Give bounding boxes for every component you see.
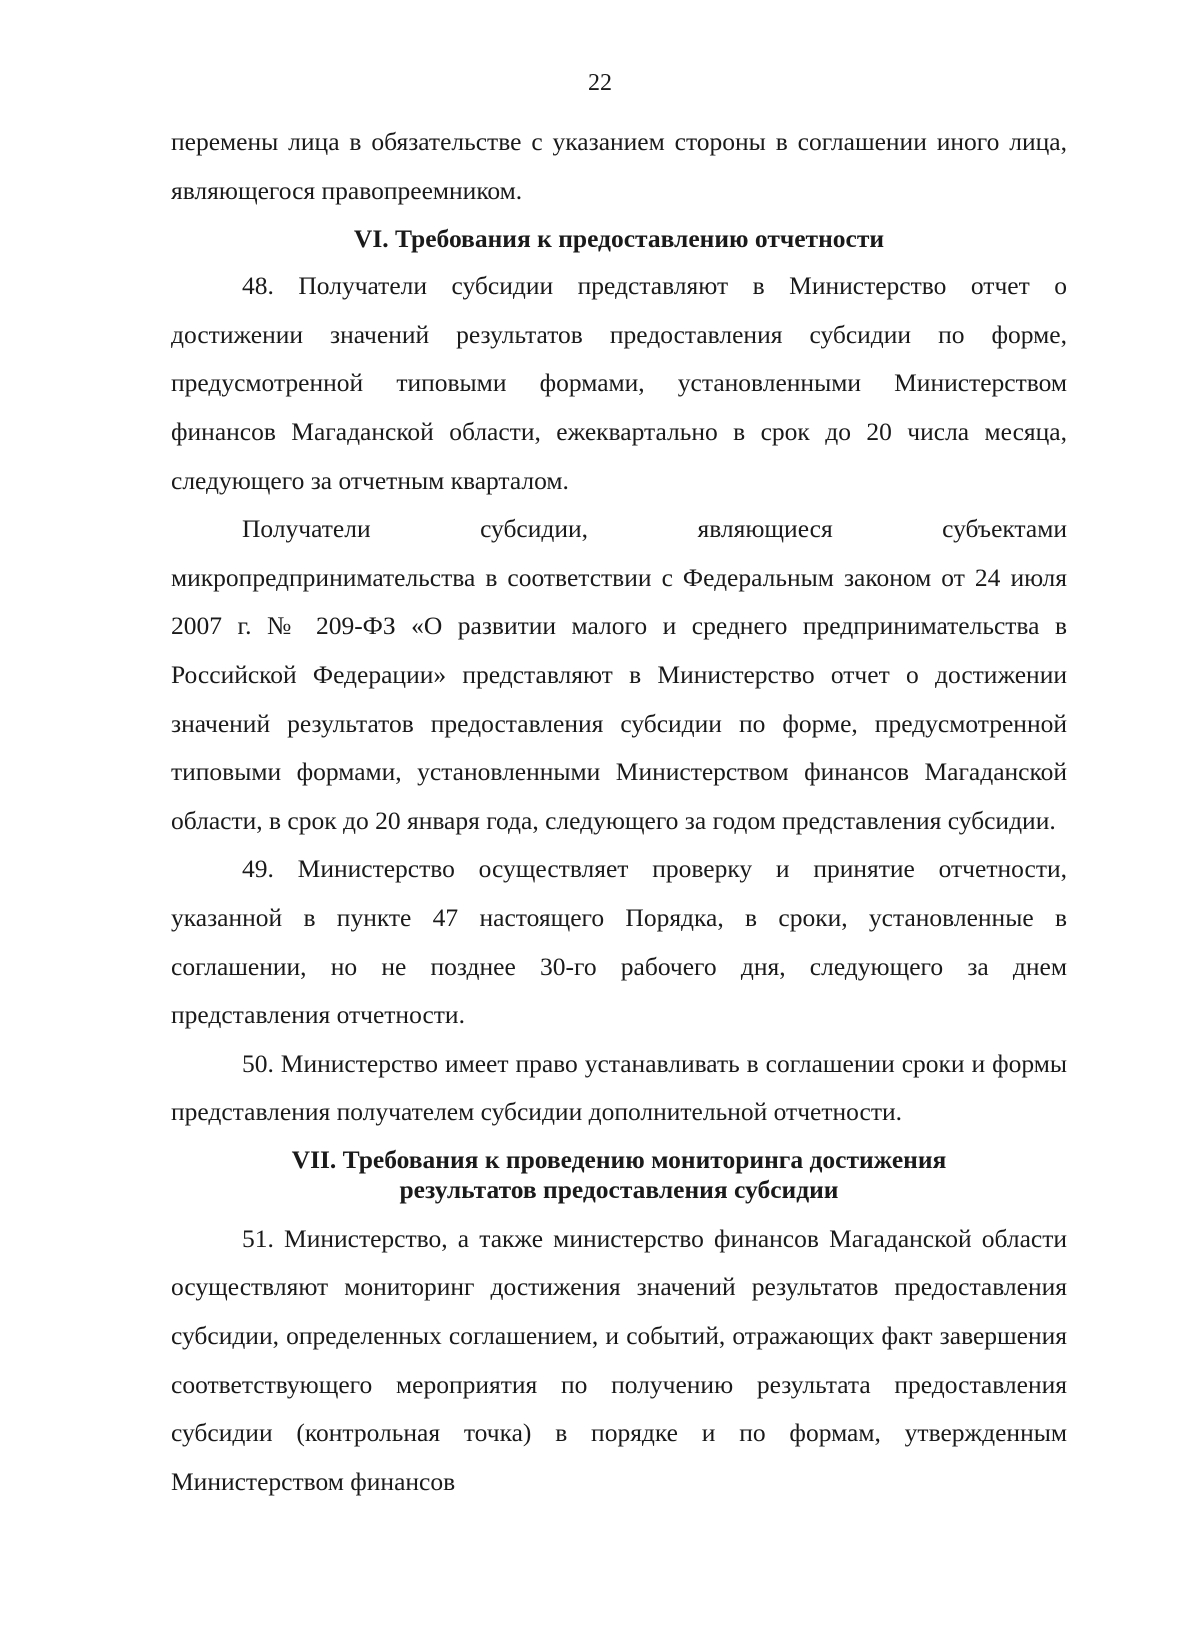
- section-7-heading-line-2: результатов предоставления субсидии: [399, 1174, 839, 1204]
- page-number: 22: [588, 70, 612, 96]
- paragraph-49: 49. Министерство осуществляет проверку и принятие отчетности, указанной в пункте 47 настоящего Порядка, в сроки, установленные в соглашении, но не позднее 30-го рабочего дня, следующего за днем представления отчетности.: [171, 854, 1067, 1030]
- paragraph-48-continued: Получатели субсидии, являющиеся субъектами микропредпринимательства в соответствии с Федеральным законом от 24 июля 2007 г. № 209-ФЗ «О развитии малого и среднего предпринимательства в Российской Федерации» представляют в Министерство отчет о достижении значений результатов предоставления субсидии по форме, предусмотренной типовыми формами, установленными Министерством финансов Магаданской области, в срок до 20 января года, следующего за годом представления субсидии.: [171, 514, 1067, 835]
- paragraph-continued: перемены лица в обязательстве с указанием стороны в соглашении иного лица, являющегося правопреемником.: [171, 127, 1067, 205]
- section-6-heading: VI. Требования к предоставлению отчетности: [353, 224, 885, 254]
- paragraph-51: 51. Министерство, а также министерство финансов Магаданской области осуществляют мониторинг достижения значений результатов предоставления субсидии, определенных соглашением, и событий, отражающих факт завершения соответствующего мероприятия по получению результата предоставления субсидии (контрольная точка) в порядке и по формам, утвержденным Министерством финансов: [171, 1223, 1067, 1496]
- document-body: [171, 118, 1067, 1506]
- section-7-heading-line-1: VII. Требования к проведению мониторинга достижения: [291, 1144, 947, 1174]
- paragraph-48: 48. Получатели субсидии представляют в Министерство отчет о достижении значений результатов предоставления субсидии по форме, предусмотренной типовыми формами, установленными Министерством финансов Магаданской области, ежеквартально в срок до 20 числа месяца, следующего за отчетным кварталом.: [171, 271, 1067, 495]
- section-7-heading: [171, 1145, 1067, 1205]
- paragraph-50: 50. Министерство имеет право устанавливать в соглашении сроки и формы представления получателем субсидии дополнительной отчетности.: [171, 1048, 1067, 1127]
